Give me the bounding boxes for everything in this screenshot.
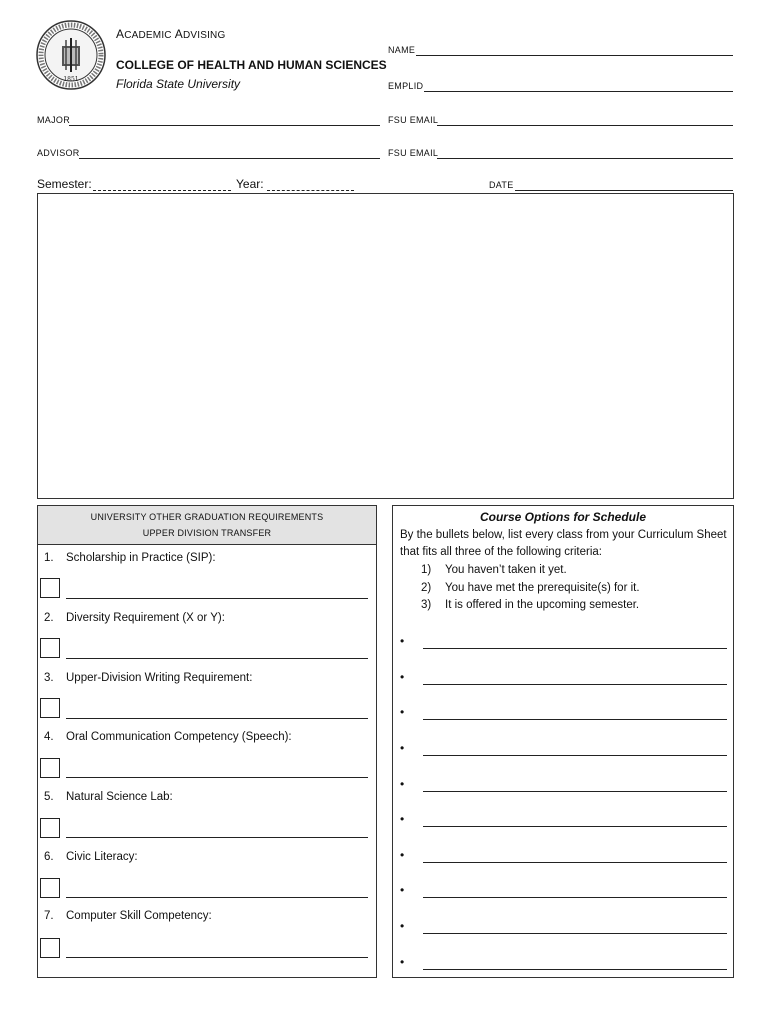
requirement-checkbox[interactable]	[40, 818, 60, 838]
course-option-line[interactable]	[423, 897, 727, 898]
requirements-heading-line-2: UPPER DIVISION TRANSFER	[142, 528, 272, 538]
criteria-item: 3) It is offered in the upcoming semester.	[421, 599, 640, 611]
emplid-label: EMPLID	[388, 81, 424, 91]
bullet-icon: •	[400, 848, 405, 862]
emplid-field[interactable]	[424, 91, 733, 92]
semester-label: Semester:	[37, 177, 92, 191]
date-field[interactable]	[515, 190, 733, 191]
name-label: NAME	[388, 45, 416, 55]
advisor-email-label: FSU EMAIL	[388, 148, 439, 158]
graduation-requirements-panel	[37, 505, 377, 978]
requirement-answer-line[interactable]	[66, 837, 368, 838]
bullet-icon: •	[400, 634, 405, 648]
fsu-email-field[interactable]	[437, 125, 733, 126]
bullet-icon: •	[400, 919, 405, 933]
requirement-item: 1. Scholarship in Practice (SIP):	[44, 552, 216, 564]
bullet-icon: •	[400, 777, 405, 791]
florida-state-university-seal	[36, 20, 106, 90]
course-options-title: Course Options for Schedule	[479, 510, 647, 524]
requirement-item: 2. Diversity Requirement (X or Y):	[44, 612, 225, 624]
university-name: Florida State University	[116, 77, 241, 91]
advising-notes-box[interactable]	[37, 193, 734, 499]
college-name: COLLEGE OF HEALTH AND HUMAN SCIENCES	[116, 58, 387, 72]
bullet-icon: •	[400, 812, 405, 826]
course-option-line[interactable]	[423, 684, 727, 685]
requirement-item: 6. Civic Literacy:	[44, 851, 138, 863]
requirement-item: 4. Oral Communication Competency (Speech):	[44, 731, 292, 743]
course-option-line[interactable]	[423, 791, 727, 792]
requirement-item: 7. Computer Skill Competency:	[44, 910, 212, 922]
course-option-line[interactable]	[423, 862, 727, 863]
course-options-instructions: By the bullets below, list every class from your Curriculum Sheet that fits all three of the following criteria:	[400, 529, 727, 558]
advisor-email-field[interactable]	[437, 158, 733, 159]
fsu-email-label: FSU EMAIL	[388, 115, 439, 125]
requirement-checkbox[interactable]	[40, 758, 60, 778]
course-option-line[interactable]	[423, 826, 727, 827]
requirement-answer-line[interactable]	[66, 718, 368, 719]
criteria-item: 2) You have met the prerequisite(s) for it.	[421, 582, 640, 594]
requirement-item: 5. Natural Science Lab:	[44, 791, 173, 803]
major-label: MAJOR	[37, 115, 70, 125]
requirements-heading	[38, 506, 376, 545]
requirement-item: 3. Upper-Division Writing Requirement:	[44, 672, 253, 684]
bullet-icon: •	[400, 883, 405, 897]
requirement-checkbox[interactable]	[40, 878, 60, 898]
course-option-line[interactable]	[423, 719, 727, 720]
bullet-icon: •	[400, 670, 405, 684]
major-field[interactable]	[69, 125, 380, 126]
requirement-answer-line[interactable]	[66, 957, 368, 958]
course-option-line[interactable]	[423, 933, 727, 934]
name-field[interactable]	[416, 55, 733, 56]
bullet-icon: •	[400, 955, 405, 969]
year-field[interactable]	[267, 190, 354, 191]
requirement-answer-line[interactable]	[66, 598, 368, 599]
bullet-icon: •	[400, 741, 405, 755]
date-label: DATE	[489, 180, 514, 190]
svg-text:1851: 1851	[63, 76, 79, 83]
requirement-answer-line[interactable]	[66, 897, 368, 898]
advisor-field[interactable]	[79, 158, 380, 159]
requirement-checkbox[interactable]	[40, 698, 60, 718]
requirement-answer-line[interactable]	[66, 658, 368, 659]
course-options-panel	[392, 505, 734, 978]
requirement-answer-line[interactable]	[66, 777, 368, 778]
course-option-line[interactable]	[423, 969, 727, 970]
bullet-icon: •	[400, 705, 405, 719]
requirements-heading-line-1: UNIVERSITY OTHER GRADUATION REQUIREMENTS	[90, 512, 324, 522]
year-label: Year:	[236, 177, 264, 191]
academic-advising-title: ACADEMIC ADVISING	[116, 27, 226, 41]
course-option-line[interactable]	[423, 755, 727, 756]
requirement-checkbox[interactable]	[40, 578, 60, 598]
criteria-item: 1) You haven’t taken it yet.	[421, 564, 567, 576]
advisor-label: ADVISOR	[37, 148, 80, 158]
course-option-line[interactable]	[423, 648, 727, 649]
requirement-checkbox[interactable]	[40, 938, 60, 958]
semester-field[interactable]	[93, 190, 231, 191]
requirement-checkbox[interactable]	[40, 638, 60, 658]
